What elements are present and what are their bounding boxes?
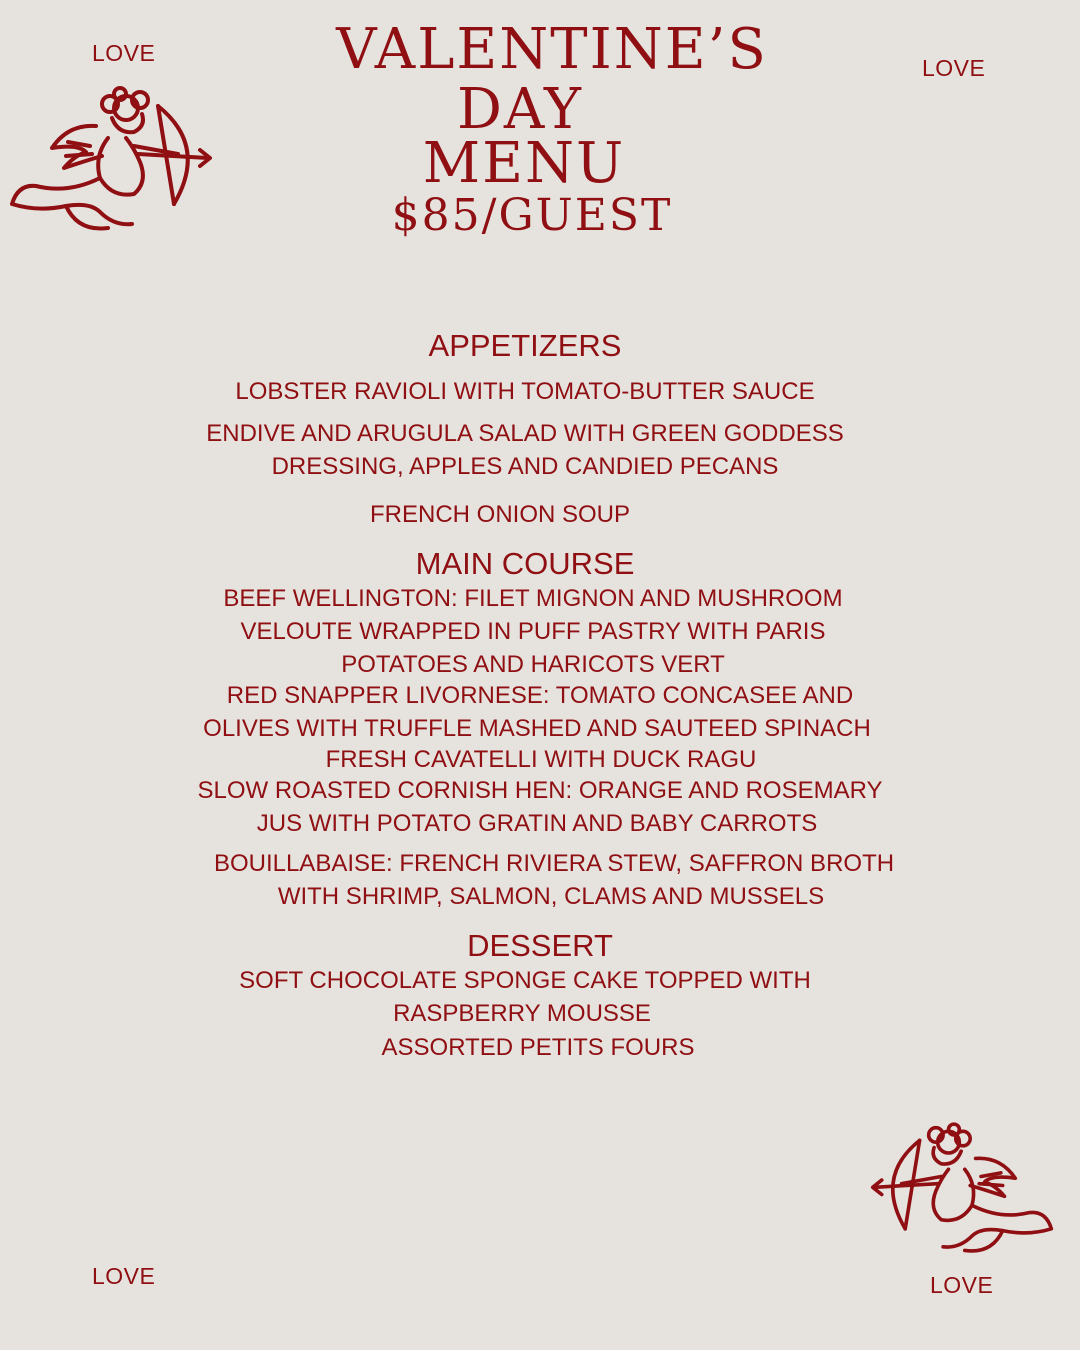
- dessert-heading: DESSERT: [467, 928, 613, 963]
- menu-item: OLIVES WITH TRUFFLE MASHED AND SAUTEED SPINACH: [203, 715, 871, 742]
- love-label-bottom-right: LOVE: [930, 1272, 994, 1298]
- menu-item: FRENCH ONION SOUP: [369, 501, 630, 528]
- main-course-heading: MAIN COURSE: [415, 546, 635, 581]
- appetizers-heading: APPETIZERS: [428, 328, 622, 363]
- menu-title-day: DAY: [456, 77, 584, 142]
- menu-item: ENDIVE AND ARUGULA SALAD WITH GREEN GODDESS: [206, 420, 844, 447]
- price-per-guest: $85/GUEST: [391, 190, 673, 241]
- menu-item: DRESSING, APPLES AND CANDIED PECANS: [271, 453, 779, 480]
- menu-item: FRESH CAVATELLI WITH DUCK RAGU: [325, 746, 757, 773]
- menu-item: RED SNAPPER LIVORNESE: TOMATO CONCASEE AND: [226, 682, 854, 709]
- menu-title-menu: MENU: [422, 131, 626, 196]
- menu-item: WITH SHRIMP, SALMON, CLAMS AND MUSSELS: [277, 883, 825, 910]
- cupid-icon: [870, 1110, 1055, 1270]
- love-label-top-left: LOVE: [92, 40, 156, 66]
- love-label-top-right: LOVE: [922, 55, 986, 81]
- love-label-bottom-left: LOVE: [92, 1263, 156, 1289]
- menu-item: JUS WITH POTATO GRATIN AND BABY CARROTS: [256, 810, 818, 837]
- menu-item: LOBSTER RAVIOLI WITH TOMATO-BUTTER SAUCE: [235, 378, 815, 405]
- menu-item: BOUILLABAISE: FRENCH RIVIERA STEW, SAFFRON BROTH: [213, 850, 895, 877]
- menu-item: ASSORTED PETITS FOURS: [381, 1034, 695, 1061]
- menu-item: POTATOES AND HARICOTS VERT: [341, 651, 725, 678]
- menu-title: VALENTINE’S: [336, 17, 768, 82]
- menu-item: BEEF WELLINGTON: FILET MIGNON AND MUSHROOM: [223, 585, 843, 612]
- menu-item: VELOUTE WRAPPED IN PUFF PASTRY WITH PARIS: [240, 618, 826, 645]
- menu-item: SOFT CHOCOLATE SPONGE CAKE TOPPED WITH: [239, 967, 811, 994]
- menu-item: SLOW ROASTED CORNISH HEN: ORANGE AND ROSEMARY: [197, 777, 883, 804]
- menu-item: RASPBERRY MOUSSE: [393, 1000, 651, 1027]
